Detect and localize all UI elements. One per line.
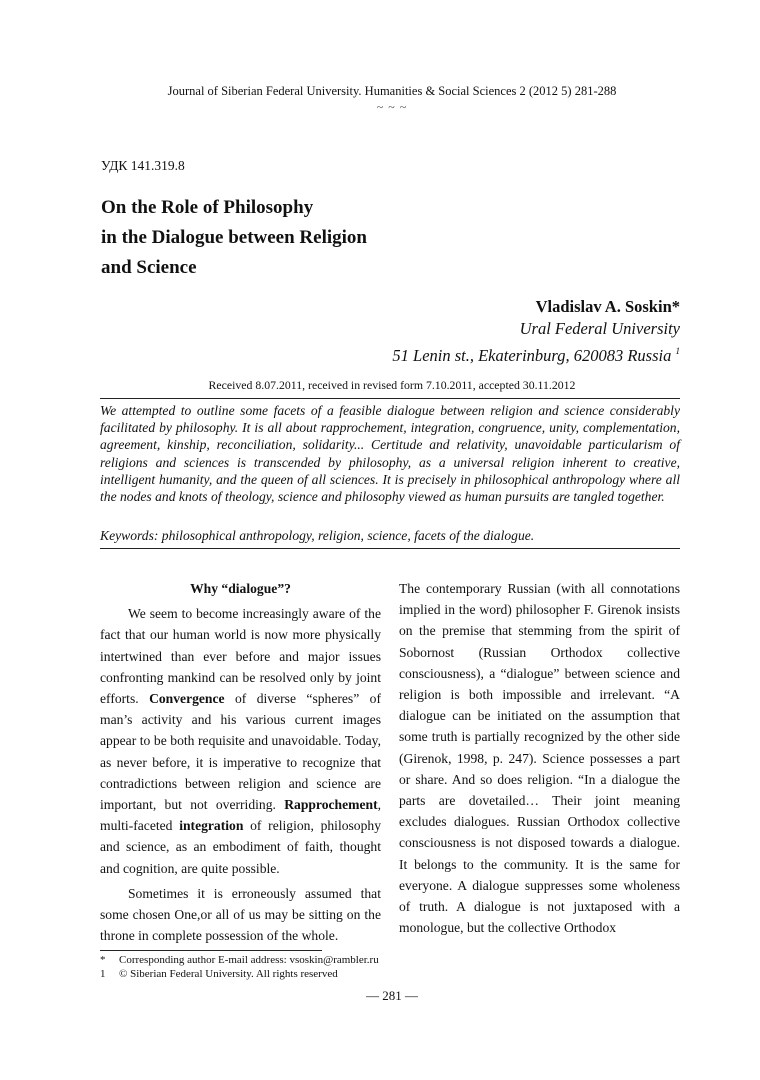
section-heading: Why “dialogue”? [190,581,291,596]
right-column [399,578,680,938]
author-affiliation: Ural Federal University [519,319,680,338]
footnote-2 [100,967,338,981]
term-integration: integration [179,818,244,834]
keywords: Keywords: philosophical anthropology, religion, science, facets of the dialogue. [100,528,535,543]
right-paragraph-1: The contemporary Russian (with all connotations implied in the word) philosopher F. Girenok insists on the premise that stemming from the spirit of Sobornost (Russian Orthodox collective consciousness), a “dialogue” between science and religion is both impossible and irrelevant. “A dialogue can be initiated on the assumption that some truth is partially recognized by the other side (Girenok, 1998, p. 247). Science possesses a part or share. And so does religion. “In a dialogue the parts are dovetailed… Their joint meaning excludes dialogues. Russian Orthodox collective consciousness is not disposed towards a dialogue. It belongs to the community. It is the same for everyone. A dialogue suppresses some wholeness of truth. A dialogue is not juxtaposed with a monologue, but the collective Orthodox [399,581,680,936]
footnote-1-text: Corresponding author E-mail address: vsoskin@rambler.ru [119,954,379,966]
term-rapprochement: Rapprochement [284,797,378,813]
left-paragraph-1: We seem to become increasingly aware of the fact that our human world is now more physically intertwined than ever before and major issues confronting mankind can be resolved only by joint efforts. Convergence of diverse “spheres” of man’s activity and his various current images appear to be both requisite and unavoidable. Today, as never before, it is imperative to recognize that contradictions between religion and science are important, but not overriding. Rapprochement, multi-faceted integration of religion, philosophy and science, as an embodiment of faith, thought and cognition, are quite possible. [100,606,381,876]
title-line-2: in the Dialogue between Religion [101,227,367,248]
address-footnote-mark: 1 [675,346,680,356]
abstract: We attempted to outline some facets of a feasible dialogue between religion and science considerably facilitated by philosophy. It is all about rapprochement, integration, congruence, unity, complementation, agreement, kinship, reconciliation, solidarity... Certitude and relativity, unavoidable particularism of religions and sciences is transcended by philosophy, as a universal religion inherent to creative, intelligent humanity, and the queen of all sciences. It is precisely in philosophical anthropology where all the nodes and knots of theology, science and philosophy viewed as human pursuits are tangled together. [100,403,680,505]
left-paragraph-2: Sometimes it is erroneously assumed that some chosen One,or all of us may be sitting on the throne in complete possession of the whole. [100,885,381,944]
udk-code: УДК 141.319.8 [101,158,185,173]
article-title [101,193,367,283]
author-address [392,340,680,367]
address-text: 51 Lenin st., Ekaterinburg, 620083 Russia [392,346,672,365]
footnote-2-text: © Siberian Federal University. All rights reserved [119,968,338,980]
footnote-1-mark: * [100,954,106,966]
received-dates: Received 8.07.2011, received in revised form 7.10.2011, accepted 30.11.2012 [208,378,576,392]
abstract-top-rule [100,398,680,399]
footnote-rule [100,950,322,951]
journal-header: Journal of Siberian Federal University. Humanities & Social Sciences 2 (2012 5) 281-288 [167,84,617,98]
abstract-bottom-rule [100,548,680,549]
footnote-1 [100,953,379,967]
title-line-1: On the Role of Philosophy [101,197,314,218]
header-ornament: ~ ~ ~ [376,100,408,114]
term-convergence: Convergence [149,691,225,707]
page-number: — 281 — [366,988,418,1003]
left-column [100,578,381,946]
author-block [392,296,680,367]
title-line-3: and Science [101,257,197,278]
author-name: Vladislav A. Soskin* [535,297,680,316]
footnote-2-mark: 1 [100,968,106,980]
